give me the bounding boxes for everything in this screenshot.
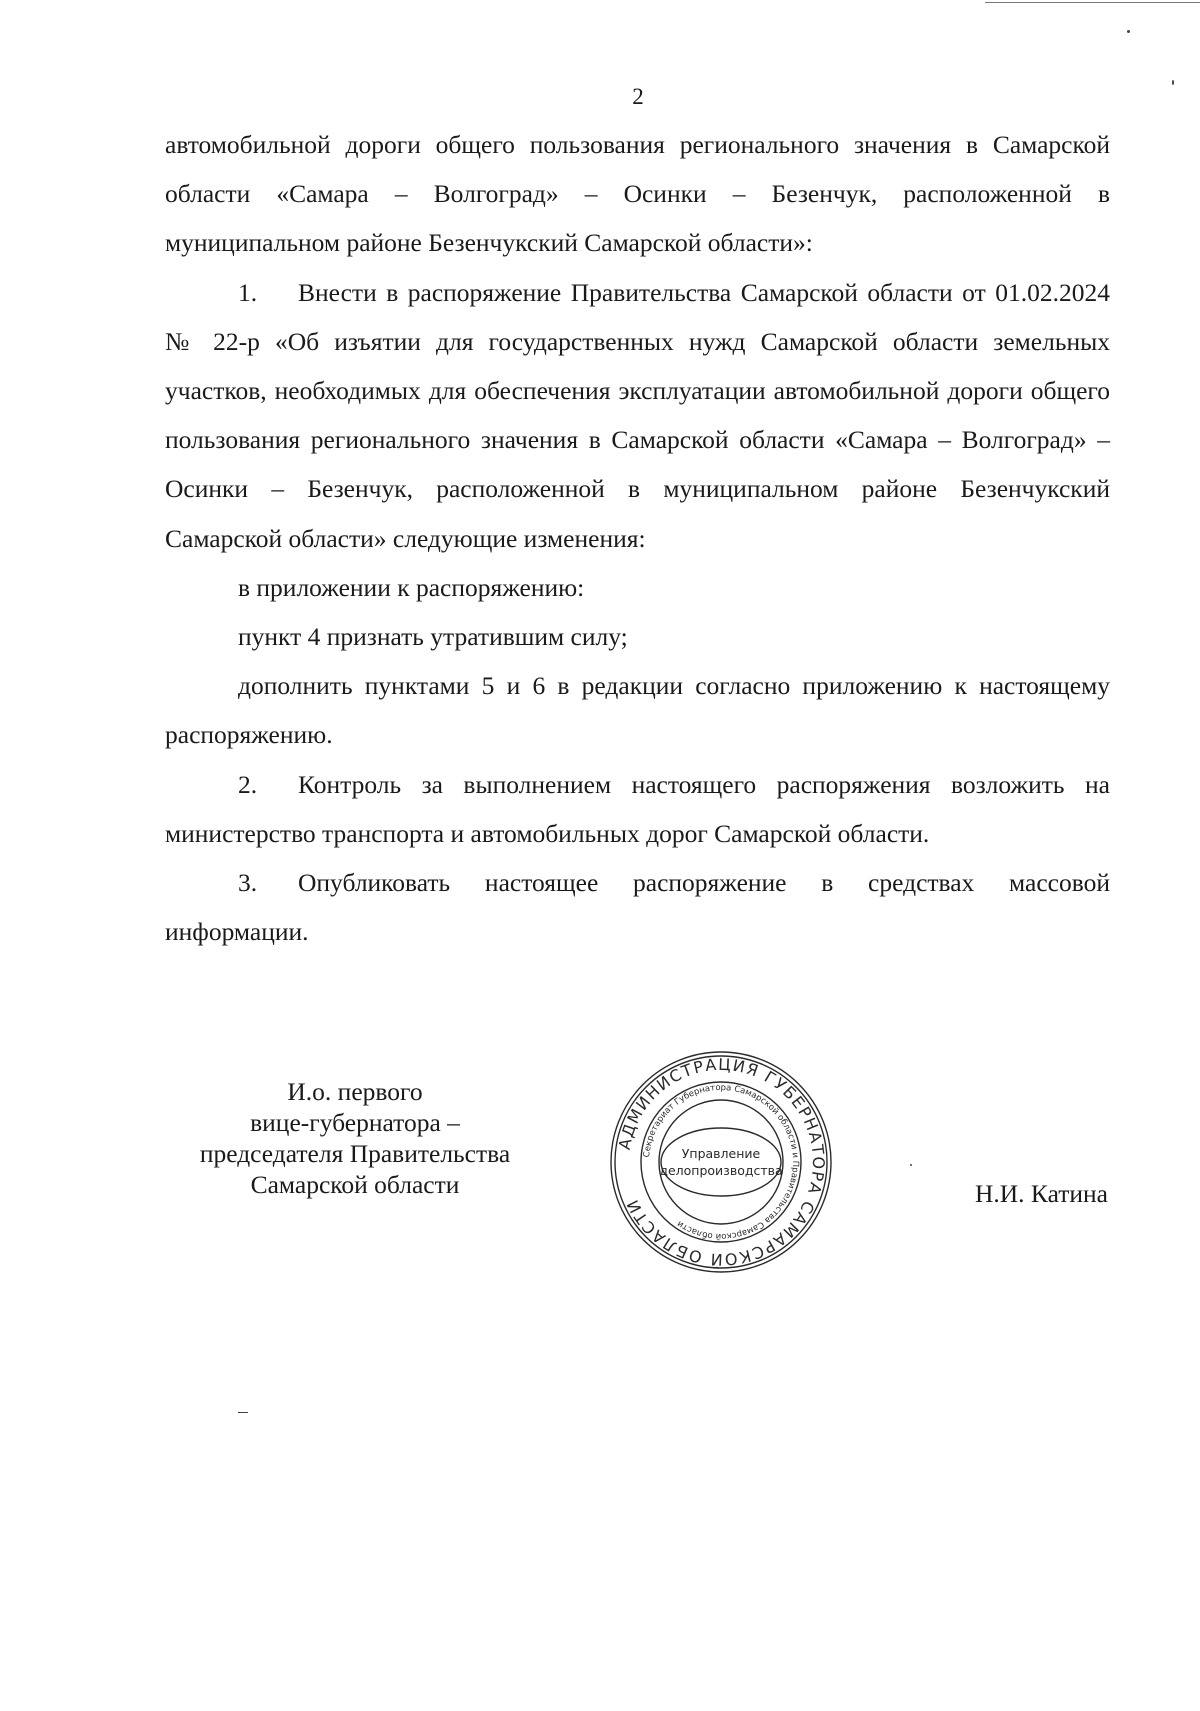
item-number: 2. <box>238 769 258 799</box>
scan-speck <box>1172 80 1174 85</box>
stamp-inner-ring <box>659 1100 783 1224</box>
stamp-center-line2: делопроизводства <box>659 1163 783 1178</box>
list-item-1 <box>165 268 1110 563</box>
scan-edge-line <box>985 2 1200 3</box>
item-text: Внести в распоряжение Правительства Самарской области от 01.02.2024 № 22-р «Об изъятии для государственных нужд Самарской области земельных участков, необходимых для обеспечения эксплуатации автомобильной дороги общего пользования регионального значения в Самарской области «Самара – Волгоград» – Осинки – Безенчук, расположенной в муниципальном районе Безенчукский Самарской области» следующие изменения: <box>165 277 1110 553</box>
position-line: председателя Правительства <box>199 1139 511 1168</box>
item-number: 1. <box>238 277 258 307</box>
stamp-center-line1: Управление <box>681 1146 761 1161</box>
stamp-inner-text: Секретариат Губернатора Самарской области и Правительства Самарской области <box>642 1082 801 1242</box>
scan-speck <box>238 1412 248 1413</box>
paragraph-intro: автомобильной дороги общего пользования регионального значения в Самарской области «Самара – Волгоград» – Осинки – Безенчук, расположенной в муниципальном районе Безенчукский Самарской области»: <box>165 130 1110 258</box>
sub-paragraph-add-points: дополнить пунктами 5 и 6 в редакции согласно приложению к настоящему распоряжению. <box>165 671 1110 750</box>
document-body <box>165 120 1110 956</box>
page-number: 2 <box>632 84 644 109</box>
sub-paragraph-appendix: в приложении к распоряжению: <box>238 572 585 602</box>
position-line: вице-губернатора – <box>250 1108 460 1137</box>
item-number: 3. <box>238 868 258 898</box>
stamp-center-oval <box>661 1128 781 1196</box>
sub-paragraph-point4: пункт 4 признать утратившим силу; <box>238 622 628 652</box>
stamp-middle-ring <box>641 1082 801 1242</box>
signatory-position <box>165 1076 545 1200</box>
scan-speck <box>1127 30 1130 33</box>
official-stamp <box>606 1047 836 1277</box>
list-item-2 <box>165 760 1110 858</box>
stamp-outer-text: АДМИНИСТРАЦИЯ ГУБЕРНАТОРА САМАРСКОЙ ОБЛАСТИ <box>614 1054 829 1270</box>
item-text: Контроль за выполнением настоящего распоряжения возложить на министерство транспорта и автомобильных дорог Самарской области. <box>165 769 1110 848</box>
scan-speck <box>910 1164 912 1166</box>
position-line: И.о. первого <box>287 1077 423 1106</box>
position-line: Самарской области <box>250 1170 460 1199</box>
list-item-3 <box>165 858 1110 956</box>
signatory-name: Н.И. Катина <box>974 1179 1108 1208</box>
item-text: Опубликовать настоящее распоряжение в средствах массовой информации. <box>165 868 1110 947</box>
